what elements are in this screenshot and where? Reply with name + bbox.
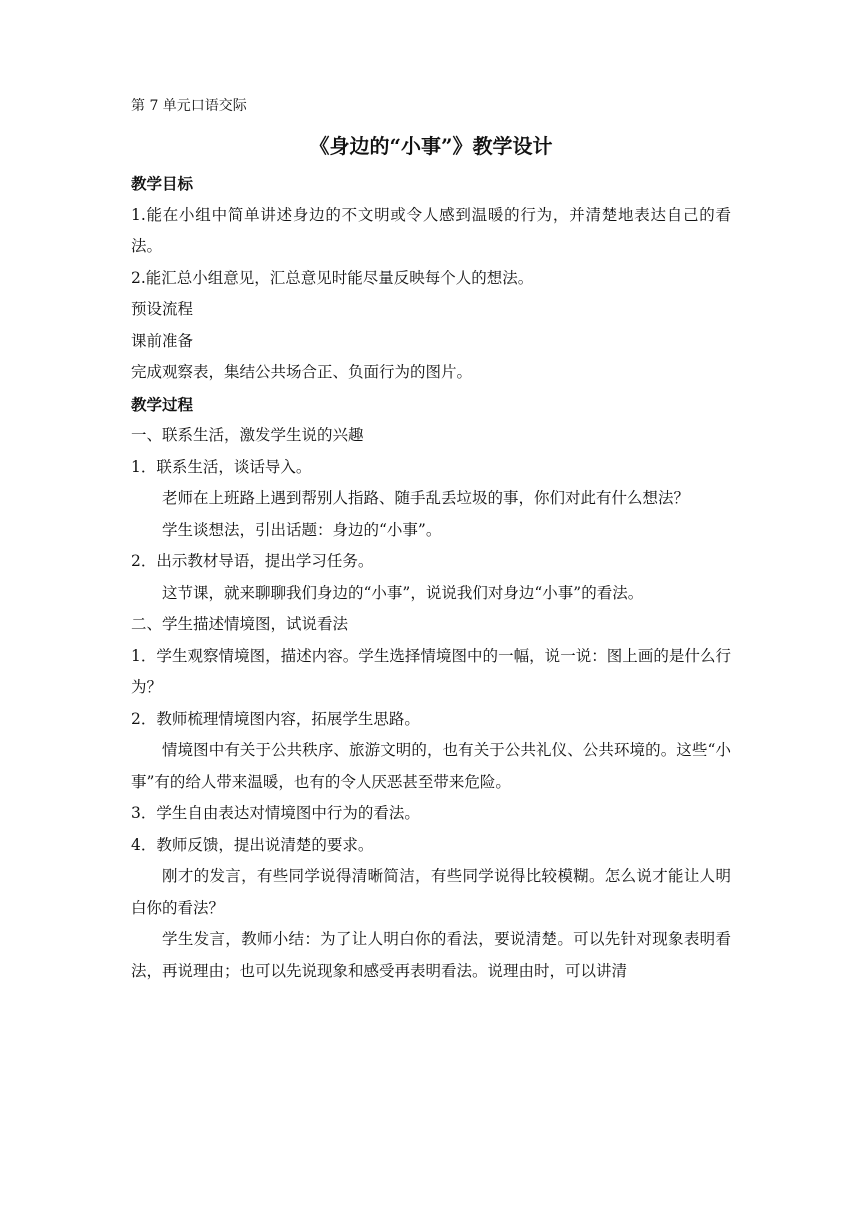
document-body: [131, 168, 731, 987]
unit-label: 第 7 单元口语交际: [131, 98, 247, 114]
body-paragraph: 这节课，就来聊聊我们身边的“小事”，说说我们对身边“小事”的看法。: [162, 583, 644, 602]
body-paragraph: 4．教师反馈，提出说清楚的要求。: [131, 835, 374, 854]
body-paragraph: 学生发言，教师小结：为了让人明白你的看法，要说清楚。可以先针对现象表明看法，再说理由；也可以先说现象和感受再表明看法。说理由时，可以讲清: [131, 930, 731, 980]
body-paragraph: 2.能汇总小组意见，汇总意见时能尽量反映每个人的想法。: [131, 268, 534, 287]
body-paragraph: 情境图中有关于公共秩序、旅游文明的，也有关于公共礼仪、公共环境的。这些“小事”有的给人带来温暖，也有的令人厌恶甚至带来危险。: [131, 741, 731, 791]
body-paragraph: 刚才的发言，有些同学说得清晰简洁，有些同学说得比较模糊。怎么说才能让人明白你的看法？: [131, 867, 731, 917]
body-paragraph: 2．教师梳理情境图内容，拓展学生思路。: [131, 709, 420, 728]
document-title: 《身边的“小事”》教学设计: [309, 134, 553, 158]
body-paragraph: 1．联系生活，谈话导入。: [131, 457, 312, 476]
body-paragraph: 完成观察表，集结公共场合正、负面行为的图片。: [131, 363, 473, 381]
section-heading: 教学目标: [131, 174, 194, 193]
document-page: [131, 96, 731, 987]
body-paragraph: 课前准备: [131, 331, 194, 350]
body-paragraph: 3．学生自由表达对情境图中行为的看法。: [131, 804, 420, 822]
body-paragraph: 1．学生观察情境图，描述内容。学生选择情境图中的一幅，说一说：图上画的是什么行为？: [131, 646, 731, 696]
body-paragraph: 预设流程: [131, 300, 194, 318]
body-paragraph: 2．出示教材导语，提出学习任务。: [131, 552, 374, 570]
body-paragraph: 1.能在小组中简单讲述身边的不文明或令人感到温暖的行为，并清楚地表达自己的看法。: [131, 205, 731, 255]
body-paragraph: 学生谈想法，引出话题：身边的“小事”。: [162, 520, 442, 539]
body-paragraph: 老师在上班路上遇到帮别人指路、随手乱丢垃圾的事，你们对此有什么想法？: [162, 489, 690, 507]
body-paragraph: 二、学生描述情境图，试说看法: [131, 615, 349, 633]
body-paragraph: 一、联系生活，激发学生说的兴趣: [131, 426, 364, 444]
section-heading: 教学过程: [131, 394, 194, 414]
